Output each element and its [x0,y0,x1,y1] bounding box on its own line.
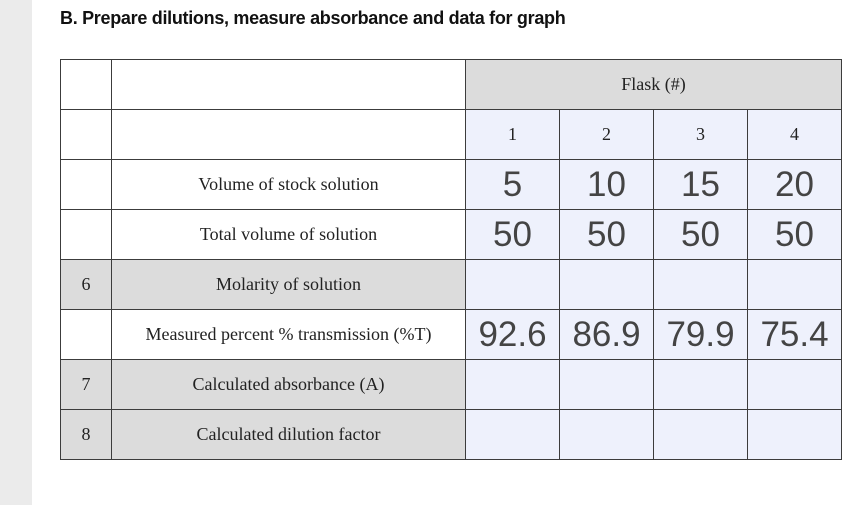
row-number: 8 [61,410,112,460]
row-dilution-factor [61,410,842,460]
row-label: Total volume of solution [112,210,466,260]
value-cell[interactable] [560,360,654,410]
row-number [61,210,112,260]
flask-header: Flask (#) [466,60,842,110]
value-cell[interactable]: 86.9 [560,310,654,360]
flask-number: 3 [654,110,748,160]
value-cell[interactable]: 15 [654,160,748,210]
header-row-numbers [61,110,842,160]
row-absorbance [61,360,842,410]
value-cell[interactable]: 50 [560,210,654,260]
row-volume-stock [61,160,842,210]
corner-cell [112,110,466,160]
value-cell[interactable] [560,410,654,460]
row-number: 7 [61,360,112,410]
value-cell[interactable]: 50 [466,210,560,260]
value-cell[interactable] [654,360,748,410]
header-row-flask [61,60,842,110]
value-cell[interactable]: 92.6 [466,310,560,360]
value-cell[interactable] [466,360,560,410]
corner-cell [61,110,112,160]
flask-number: 2 [560,110,654,160]
row-number: 6 [61,260,112,310]
value-cell[interactable] [748,410,842,460]
value-cell[interactable]: 75.4 [748,310,842,360]
corner-cell [61,60,112,110]
value-cell[interactable] [560,260,654,310]
row-label: Measured percent % transmission (%T) [112,310,466,360]
value-cell[interactable]: 50 [748,210,842,260]
flask-number: 1 [466,110,560,160]
value-cell[interactable] [654,260,748,310]
corner-cell [112,60,466,110]
row-label: Calculated absorbance (A) [112,360,466,410]
value-cell[interactable]: 50 [654,210,748,260]
row-transmission [61,310,842,360]
row-label: Volume of stock solution [112,160,466,210]
value-cell[interactable]: 79.9 [654,310,748,360]
value-cell[interactable] [466,260,560,310]
row-molarity [61,260,842,310]
value-cell[interactable]: 5 [466,160,560,210]
value-cell[interactable]: 20 [748,160,842,210]
row-label: Molarity of solution [112,260,466,310]
dilution-table [60,59,842,460]
flask-number: 4 [748,110,842,160]
worksheet-page [32,0,863,505]
row-total-volume [61,210,842,260]
row-number [61,310,112,360]
section-heading: B. Prepare dilutions, measure absorbance and data for graph [60,8,566,28]
row-label: Calculated dilution factor [112,410,466,460]
value-cell[interactable] [748,360,842,410]
value-cell[interactable] [654,410,748,460]
value-cell[interactable] [748,260,842,310]
value-cell[interactable] [466,410,560,460]
row-number [61,160,112,210]
value-cell[interactable]: 10 [560,160,654,210]
